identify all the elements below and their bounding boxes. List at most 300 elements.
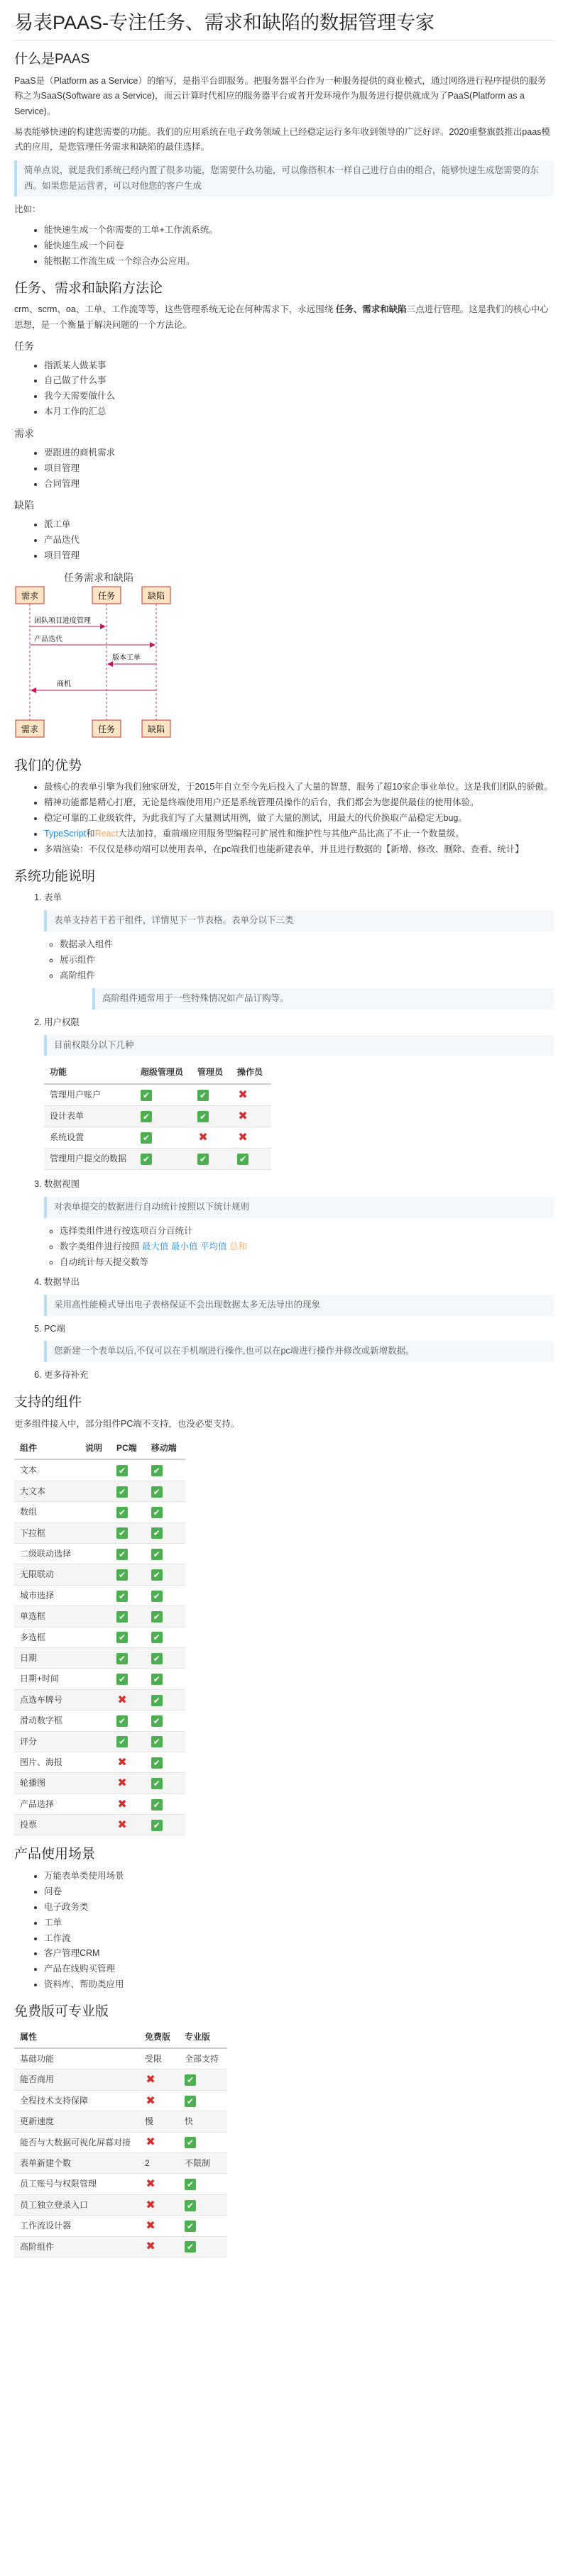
table-cell (146, 1773, 185, 1793)
table-row (14, 1793, 185, 1814)
table-header: 超级管理员 (135, 1061, 192, 1084)
table-row (14, 1606, 185, 1627)
scenarios-list (44, 1869, 554, 1993)
table-cell (80, 1627, 111, 1647)
check-icon: ✔ (116, 1715, 128, 1727)
table-row (14, 2216, 227, 2236)
table-cell (146, 1522, 185, 1543)
table-row (14, 1773, 185, 1793)
check-icon: ✔ (116, 1527, 128, 1539)
check-icon: ✔ (116, 1465, 128, 1476)
table-cell (111, 1731, 146, 1752)
table-cell (111, 1669, 146, 1689)
table-header: 说明 (80, 1437, 111, 1459)
table-cell (146, 1481, 185, 1501)
table-header: 免费版 (139, 2026, 179, 2048)
cross-icon: ✖ (117, 1798, 127, 1811)
advantages-list (44, 780, 554, 857)
check-icon: ✔ (151, 1591, 163, 1602)
table-cell: 二级联动选择 (14, 1544, 80, 1564)
check-icon: ✔ (151, 1715, 163, 1727)
feature-permissions (44, 1015, 554, 1171)
table-cell: 管理用户账户 (44, 1084, 135, 1106)
feature-more (44, 1368, 554, 1383)
table-cell: 多选框 (14, 1627, 80, 1647)
table-cell: 能否与大数据可视化屏幕对接 (14, 2132, 139, 2152)
table-cell (135, 1084, 192, 1106)
method-text-bold: 任务、需求和缺陷 (335, 304, 407, 315)
table-cell: 受限 (139, 2048, 179, 2069)
feature-title: 用户权限 (44, 1017, 80, 1027)
table-cell (179, 2069, 227, 2090)
table-cell: 投票 (14, 1815, 80, 1835)
table-cell (146, 1815, 185, 1835)
table-cell (146, 1564, 185, 1585)
table-cell (80, 1710, 111, 1731)
cross-icon: ✖ (238, 1110, 248, 1123)
table-cell: 高阶组件 (14, 2236, 139, 2257)
table-row (14, 2069, 227, 2090)
table-header: 组件 (14, 1437, 80, 1459)
table-cell (179, 2216, 227, 2236)
table-cell: 全部支持 (179, 2048, 227, 2069)
table-cell (111, 1773, 146, 1793)
table-cell (111, 1585, 146, 1605)
table-cell (192, 1127, 231, 1149)
table-cell (179, 2194, 227, 2215)
table-row (14, 2048, 227, 2069)
table-cell (146, 1710, 185, 1731)
task-label: 任务 (14, 340, 34, 352)
table-cell (179, 2236, 227, 2257)
table-row (14, 1710, 185, 1731)
sequence-diagram-svg (14, 570, 227, 747)
table-cell (80, 1564, 111, 1585)
task-list (44, 358, 554, 421)
table-cell (80, 1731, 111, 1752)
paas-paragraph-1: PaaS是（Platform as a Service）的缩写，是指平台即服务。把服务器平台作为一种服务提供的商业模式，通过网络进行程序提供的服务称之为SaaS(Software as a Service)，而云计算时代相应的服务器平台或者开发环境作为服务进行提供就成为了PaaS(Platform as a Service)。 (14, 76, 547, 116)
table-cell: 不限制 (179, 2153, 227, 2174)
table-cell: 图片、海报 (14, 1752, 80, 1772)
table-cell: 日期+时间 (14, 1669, 80, 1689)
feature-quote: 采用高性能模式导出电子表格保证不会出现数据太多无法导出的现象 (44, 1295, 554, 1316)
table-header: 操作员 (231, 1061, 271, 1084)
table-row (14, 1752, 185, 1772)
table-cell: 大文本 (14, 1481, 80, 1501)
list-item: • 工单 (44, 1916, 554, 1931)
table-cell (139, 2132, 179, 2152)
table-header: 功能 (44, 1061, 135, 1084)
check-icon: ✔ (116, 1549, 128, 1560)
table-cell (139, 2194, 179, 2215)
check-icon: ✔ (116, 1507, 128, 1518)
check-icon: ✔ (185, 2074, 196, 2086)
table-cell: 全程技术支持保障 (14, 2090, 139, 2111)
feature-quote: 目前权限分以下几种 (44, 1035, 554, 1056)
table-row (14, 2111, 227, 2132)
advantage-text: 大法加持，重前端应用服务型编程可扩展性和维护性与其他产品比高了不止一个数量级。 (118, 829, 464, 839)
req-list (44, 446, 554, 492)
table-cell (111, 1689, 146, 1710)
table-cell: 数组 (14, 1502, 80, 1522)
table-cell: 员工账号与权限管理 (14, 2174, 139, 2194)
cross-icon: ✖ (146, 2136, 155, 2149)
feature-form (44, 890, 554, 1009)
table-row (14, 2174, 227, 2194)
check-icon: ✔ (151, 1778, 163, 1789)
table-row (14, 1689, 185, 1710)
table-header: 移动端 (146, 1437, 185, 1459)
table-cell (80, 1773, 111, 1793)
cross-icon: ✖ (238, 1089, 248, 1102)
table-cell (111, 1627, 146, 1647)
defect-label: 缺陷 (14, 499, 34, 512)
table-cell (80, 1459, 111, 1481)
cross-icon: ✖ (146, 2199, 155, 2211)
check-icon: ✔ (151, 1757, 163, 1769)
table-cell (146, 1627, 185, 1647)
actor-label: 需求 (21, 724, 39, 734)
feature-quote: 您新建一个表单以后,不仅可以在手机端进行操作,也可以在pc端进行操作并修改或新增数据。 (44, 1341, 554, 1362)
advantages-heading: 我们的优势 (14, 758, 82, 773)
components-heading: 支持的组件 (14, 1395, 82, 1410)
cross-icon: ✖ (146, 2094, 155, 2107)
table-cell (146, 1752, 185, 1772)
table-cell (111, 1793, 146, 1814)
cross-icon: ✖ (117, 1693, 127, 1706)
feature-export (44, 1275, 554, 1316)
list-item: ◦ 选择类组件进行按选项百分百统计 (60, 1224, 554, 1239)
table-cell (80, 1752, 111, 1772)
table-cell: 下拉框 (14, 1522, 80, 1543)
cross-icon: ✖ (146, 2220, 155, 2232)
table-cell: 系统设置 (44, 1127, 135, 1149)
check-icon: ✔ (151, 1611, 163, 1623)
compare-list (44, 223, 554, 270)
check-icon: ✔ (151, 1507, 163, 1518)
table-cell (80, 1606, 111, 1627)
table-cell: 产品选择 (14, 1793, 80, 1814)
page-title: 易表PAAS-专注任务、需求和缺陷的数据管理专家 (14, 10, 554, 40)
check-icon: ✔ (185, 2241, 196, 2252)
table-cell (146, 1647, 185, 1668)
defect-list (44, 517, 554, 564)
check-icon: ✔ (141, 1090, 152, 1101)
editions-table-body (14, 2048, 227, 2257)
list-item: • 电子政务类 (44, 1900, 554, 1916)
table-cell (111, 1544, 146, 1564)
table-cell (179, 2132, 227, 2152)
table-header: 管理员 (192, 1061, 231, 1084)
paas-quote: 简单点说，就是我们系统已经内置了很多功能，您需要什么功能，可以像搭积木一样自己进行自由的组合，能够快速生成您需要的东西。如果您是运营者，可以对他您的客户生成 (14, 160, 554, 197)
table-row (14, 2090, 227, 2111)
table-cell (80, 1481, 111, 1501)
table-cell (111, 1647, 146, 1668)
table-cell: 更新速度 (14, 2111, 139, 2132)
actor-label: 缺陷 (147, 724, 165, 734)
list-item: • 产品迭代 (44, 533, 554, 548)
table-cell (139, 2069, 179, 2090)
check-icon: ✔ (141, 1111, 152, 1122)
check-icon: ✔ (185, 2137, 196, 2148)
check-icon: ✔ (141, 1154, 152, 1165)
message-label: 商机 (57, 680, 71, 688)
cross-icon: ✖ (117, 1818, 127, 1831)
actor-label: 需求 (21, 590, 39, 601)
check-icon: ✔ (116, 1632, 128, 1643)
list-item: ◦ 自动统计每天提交数等 (60, 1255, 554, 1271)
feature-quote: 高阶组件通常用于一些特殊情况如产品订购等。 (92, 988, 554, 1010)
table-row (14, 1564, 185, 1585)
scenarios-heading: 产品使用场景 (14, 1847, 96, 1862)
check-icon: ✔ (151, 1465, 163, 1476)
list-item: • 精神功能都是精心打磨，无论是终端使用用户还是系统管理员操作的后台，我们都会为您提供最佳的使用体验。 (44, 795, 554, 811)
table-cell (231, 1084, 271, 1106)
table-cell (111, 1502, 146, 1522)
cross-icon: ✖ (198, 1132, 208, 1144)
table-cell (146, 1793, 185, 1814)
table-cell: 无限联动 (14, 1564, 80, 1585)
table-row (14, 2194, 227, 2215)
check-icon: ✔ (151, 1632, 163, 1643)
table-cell (179, 2174, 227, 2194)
table-row (14, 2132, 227, 2152)
cross-icon: ✖ (146, 2178, 155, 2191)
editions-table (14, 2026, 227, 2257)
list-item: • 最核心的表单引擎为我们独家研发，于2015年自立至今先后投入了大量的智慧，服务了超10家企事业单位。这是我们团队的骄傲。 (44, 780, 554, 795)
table-cell: 员工独立登录入口 (14, 2194, 139, 2215)
stats-orange: 总和 (229, 1242, 247, 1252)
features-list (44, 890, 554, 1383)
feature-quote: 表单支持若干若干组件，详情见下一节表格。表单分以下三类 (44, 910, 554, 932)
table-cell (111, 1481, 146, 1501)
table-cell: 能否商用 (14, 2069, 139, 2090)
list-item: • 工作流 (44, 1931, 554, 1947)
check-icon: ✔ (197, 1090, 209, 1101)
cross-icon: ✖ (146, 2240, 155, 2253)
cross-icon: ✖ (117, 1756, 127, 1769)
components-table (14, 1437, 185, 1835)
table-cell (135, 1149, 192, 1170)
list-item: • 项目管理 (44, 548, 554, 564)
table-cell (80, 1793, 111, 1814)
list-item (60, 1239, 554, 1255)
table-cell: 2 (139, 2153, 179, 2174)
check-icon: ✔ (151, 1549, 163, 1560)
list-item: • 能根据工作流生成一个综合办公应用。 (44, 254, 554, 270)
table-cell (80, 1585, 111, 1605)
cross-icon: ✖ (146, 2074, 155, 2086)
table-cell (80, 1669, 111, 1689)
table-cell: 文本 (14, 1459, 80, 1481)
check-icon: ✔ (185, 2221, 196, 2232)
table-row (14, 1815, 185, 1835)
paas-paragraph-2: 易表能够快速的构建您需要的功能。我们的应用系统在电子政务领域上已经稳定运行多年收到领导的广泛好评。2020重整旗鼓推出paas模式的应用，是您管理任务需求和缺陷的最佳选择。 (14, 126, 550, 153)
message-label: 版本工单 (112, 653, 141, 662)
table-cell: 单选框 (14, 1606, 80, 1627)
table-row (14, 2236, 227, 2257)
table-cell (192, 1106, 231, 1127)
feature-data-view (44, 1177, 554, 1270)
stats-blue: 最大值 最小值 平均值 (142, 1242, 227, 1252)
list-item: • 客户管理CRM (44, 1946, 554, 1962)
check-icon: ✔ (116, 1486, 128, 1498)
check-icon: ✔ (185, 2200, 196, 2211)
table-cell: 慢 (139, 2111, 179, 2132)
actor-label: 任务 (97, 724, 116, 734)
table-cell (80, 1502, 111, 1522)
table-row (14, 1459, 185, 1481)
table-row (14, 1731, 185, 1752)
table-cell (111, 1752, 146, 1772)
method-heading: 任务、需求和缺陷方法论 (14, 280, 163, 296)
table-cell (111, 1815, 146, 1835)
table-cell (192, 1084, 231, 1106)
table-cell: 设计表单 (44, 1106, 135, 1127)
table-cell (146, 1689, 185, 1710)
table-row (14, 1585, 185, 1605)
paas-heading: 什么是PAAS (14, 52, 90, 67)
table-cell: 工作流设计器 (14, 2216, 139, 2236)
table-cell (146, 1502, 185, 1522)
list-item: • 要跟进的商机需求 (44, 446, 554, 461)
table-header: 属性 (14, 2026, 139, 2048)
feature-sub-list (60, 1224, 554, 1271)
table-cell: 滑动数字框 (14, 1710, 80, 1731)
check-icon: ✔ (116, 1611, 128, 1623)
check-icon: ✔ (151, 1486, 163, 1498)
list-item: • 本月工作的汇总 (44, 404, 554, 420)
list-item: • 指派某人做某事 (44, 358, 554, 374)
method-text-pre: crm、scrm、oa、工单、工作流等等，这些管理系统无论在何种需求下，永远围绕 (14, 304, 336, 315)
check-icon: ✔ (151, 1674, 163, 1685)
table-row (14, 1627, 185, 1647)
list-item: ◦ 高阶组件 (60, 968, 554, 984)
table-row (14, 2153, 227, 2174)
table-row (14, 1502, 185, 1522)
table-row (14, 1647, 185, 1668)
table-row (44, 1084, 271, 1106)
list-item: • 项目管理 (44, 461, 554, 477)
table-cell (80, 1815, 111, 1835)
table-row (14, 1544, 185, 1564)
table-cell (111, 1459, 146, 1481)
feature-quote: 对表单提交的数据进行自动统计按照以下统计规则 (44, 1197, 554, 1218)
message-label: 团队项目进度管理 (34, 617, 91, 625)
list-item: ◦ 展示组件 (60, 953, 554, 968)
check-icon: ✔ (151, 1527, 163, 1539)
cross-icon: ✖ (238, 1132, 248, 1144)
list-item: • 能快速生成一个问卷 (44, 238, 554, 254)
table-cell (111, 1522, 146, 1543)
method-text-post: 三点进行管理。这是我们的核心中心思想，是一个衡量于解决问题的一个方法论。 (14, 304, 549, 330)
check-icon: ✔ (116, 1569, 128, 1581)
table-cell (146, 1459, 185, 1481)
feature-title: 数据导出 (44, 1276, 80, 1287)
check-icon: ✔ (116, 1653, 128, 1664)
check-icon: ✔ (116, 1736, 128, 1747)
table-row (44, 1149, 271, 1170)
list-item: • 万能表单类使用场景 (44, 1869, 554, 1884)
compare-label: 比如： (14, 204, 41, 214)
table-cell (146, 1585, 185, 1605)
table-cell (139, 2216, 179, 2236)
table-cell: 点选车牌号 (14, 1689, 80, 1710)
req-label: 需求 (14, 428, 34, 440)
table-cell (135, 1127, 192, 1149)
feature-title: PC端 (44, 1323, 65, 1334)
table-row (14, 1481, 185, 1501)
table-cell: 轮播图 (14, 1773, 80, 1793)
table-header: 专业版 (179, 2026, 227, 2048)
table-cell (139, 2090, 179, 2111)
list-item: ◦ 数据录入组件 (60, 937, 554, 953)
check-icon: ✔ (141, 1132, 152, 1144)
table-cell: 城市选择 (14, 1585, 80, 1605)
features-heading: 系统功能说明 (14, 868, 96, 884)
table-header: PC端 (111, 1437, 146, 1459)
list-item: • 能快速生成一个你需要的工单+工作流系统。 (44, 223, 554, 238)
table-cell: 表单新建个数 (14, 2153, 139, 2174)
list-item (44, 827, 554, 842)
table-cell (146, 1731, 185, 1752)
check-icon: ✔ (151, 1653, 163, 1664)
feature-pc (44, 1322, 554, 1363)
check-icon: ✔ (151, 1799, 163, 1811)
list-item: • 我今天需要做什么 (44, 389, 554, 404)
table-cell: 管理用户提交的数据 (44, 1149, 135, 1170)
table-cell: 日期 (14, 1647, 80, 1668)
message-label: 产品迭代 (34, 635, 62, 643)
table-cell (139, 2174, 179, 2194)
check-icon: ✔ (185, 2179, 196, 2190)
list-item: • 稳定可靠的工业级软件，为此我们写了大量测试用例，做了大量的测试，用最大的代价换取产品稳定无bug。 (44, 811, 554, 827)
feature-title: 更多待补充 (44, 1370, 89, 1381)
table-cell (231, 1127, 271, 1149)
table-cell (179, 2090, 227, 2111)
check-icon: ✔ (237, 1154, 248, 1165)
react-label: React (94, 829, 119, 839)
table-row (44, 1127, 271, 1149)
table-cell (146, 1544, 185, 1564)
table-row (44, 1106, 271, 1127)
feature-title: 数据视图 (44, 1179, 80, 1190)
list-item: • 自己做了什么事 (44, 373, 554, 389)
table-cell (146, 1669, 185, 1689)
table-cell (111, 1710, 146, 1731)
check-icon: ✔ (151, 1569, 163, 1581)
permissions-table-body (44, 1084, 271, 1170)
check-icon: ✔ (151, 1736, 163, 1747)
table-cell (135, 1106, 192, 1127)
table-cell (231, 1106, 271, 1127)
actor-label: 缺陷 (147, 590, 165, 601)
table-cell: 评分 (14, 1731, 80, 1752)
list-item: • 资料库、帮助类应用 (44, 1977, 554, 1993)
table-cell (231, 1149, 271, 1170)
diagram-title: 任务需求和缺陷 (64, 571, 133, 583)
list-item: • 问卷 (44, 1884, 554, 1900)
check-icon: ✔ (197, 1154, 209, 1165)
table-cell (139, 2236, 179, 2257)
check-icon: ✔ (185, 2096, 196, 2107)
typescript-label: TypeScript (44, 829, 87, 839)
check-icon: ✔ (151, 1695, 163, 1706)
and-label: 和 (86, 829, 95, 839)
list-item: • 多端渲染：不仅仅是移动端可以使用表单，在pc端我们也能新建表单，并且进行数据的【新增、修改、删除、查看、统计】 (44, 842, 554, 858)
components-desc: 更多组件接入中，部分组件PC端不支持，也没必要支持。 (14, 1418, 240, 1429)
check-icon: ✔ (116, 1591, 128, 1602)
